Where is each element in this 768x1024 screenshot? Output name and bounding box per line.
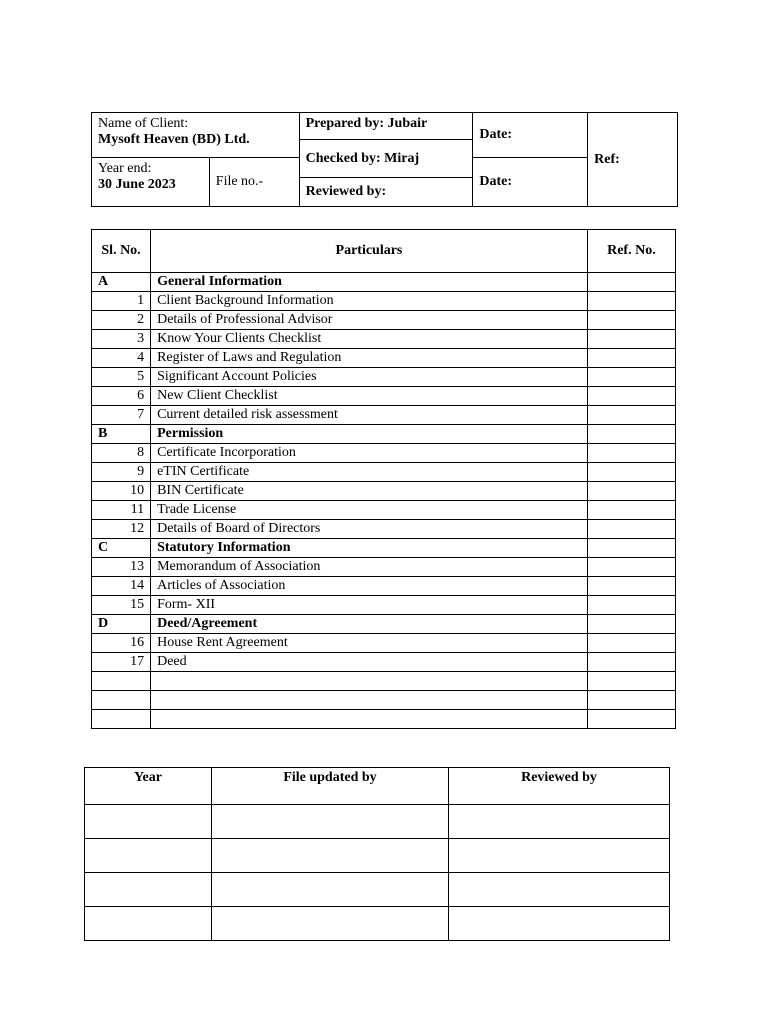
table-row [92, 463, 676, 482]
prepared-by: Prepared by: Jubair [299, 113, 473, 140]
ref-no-cell [587, 406, 675, 425]
table-row [92, 577, 676, 596]
particulars-cell: Current detailed risk assessment [151, 406, 588, 425]
table-row [92, 710, 676, 729]
table-row [92, 634, 676, 653]
ref-no-cell [587, 368, 675, 387]
table-row [92, 691, 676, 710]
year-end-value: 30 June 2023 [98, 177, 176, 192]
sl-no-cell: 3 [92, 330, 151, 349]
table-row [92, 558, 676, 577]
table-row [92, 349, 676, 368]
sl-no-cell: 15 [92, 596, 151, 615]
table-row [92, 292, 676, 311]
reviewed-by: Reviewed by: [299, 178, 473, 207]
sl-no-cell [92, 710, 151, 729]
particulars-cell [151, 691, 588, 710]
particulars-cell: Articles of Association [151, 577, 588, 596]
table-row [92, 387, 676, 406]
file-updated-by-cell [212, 907, 449, 941]
table-row [92, 501, 676, 520]
sl-no-cell: 5 [92, 368, 151, 387]
particulars-cell: General Information [151, 273, 588, 292]
year-end-label: Year end: [98, 161, 152, 176]
ref-no-cell [587, 577, 675, 596]
ref-no-cell [587, 634, 675, 653]
ref-no-cell [587, 501, 675, 520]
ref-no-cell [587, 311, 675, 330]
date-label-reviewed: Date: [473, 158, 588, 207]
ref-no-cell [587, 463, 675, 482]
table-row [92, 672, 676, 691]
reviewed-by-cell [449, 805, 670, 839]
date-label-prepared: Date: [473, 113, 588, 158]
particulars-cell [151, 710, 588, 729]
particulars-cell: Deed/Agreement [151, 615, 588, 634]
reviewed-by-cell [449, 839, 670, 873]
sl-no-cell: 14 [92, 577, 151, 596]
year-end-cell [92, 158, 210, 207]
ref-no-cell [587, 710, 675, 729]
file-no-label: File no.- [209, 158, 299, 207]
sl-no-cell: D [92, 615, 151, 634]
sl-no-cell: 17 [92, 653, 151, 672]
year-cell [85, 839, 212, 873]
sl-no-cell: 1 [92, 292, 151, 311]
table-row [92, 520, 676, 539]
col-year: Year [85, 768, 212, 805]
index-table-body [92, 273, 676, 729]
sl-no-cell [92, 691, 151, 710]
year-cell [85, 907, 212, 941]
ref-no-cell [587, 425, 675, 444]
ref-label: Ref: [588, 113, 678, 207]
particulars-cell: New Client Checklist [151, 387, 588, 406]
section-row [92, 425, 676, 444]
ref-no-cell [587, 444, 675, 463]
particulars-cell: BIN Certificate [151, 482, 588, 501]
table-row [92, 653, 676, 672]
sl-no-cell: 9 [92, 463, 151, 482]
table-row [92, 311, 676, 330]
reviewed-by-cell [449, 907, 670, 941]
particulars-cell: Trade License [151, 501, 588, 520]
col-ref-no: Ref. No. [587, 230, 675, 273]
table-row [92, 482, 676, 501]
section-row [92, 615, 676, 634]
particulars-cell: Client Background Information [151, 292, 588, 311]
table-row [85, 907, 670, 941]
particulars-cell: House Rent Agreement [151, 634, 588, 653]
file-updated-by-cell [212, 873, 449, 907]
particulars-cell: Permission [151, 425, 588, 444]
file-updated-by-cell [212, 839, 449, 873]
ref-no-cell [587, 539, 675, 558]
ref-no-cell [587, 596, 675, 615]
ref-no-cell [587, 330, 675, 349]
col-particulars: Particulars [151, 230, 588, 273]
sl-no-cell: B [92, 425, 151, 444]
reviewed-by-cell [449, 873, 670, 907]
sl-no-cell: A [92, 273, 151, 292]
ref-no-cell [587, 520, 675, 539]
year-cell [85, 805, 212, 839]
year-cell [85, 873, 212, 907]
checked-by: Checked by: Miraj [299, 140, 473, 178]
ref-no-cell [587, 482, 675, 501]
particulars-cell: eTIN Certificate [151, 463, 588, 482]
particulars-cell: Details of Professional Advisor [151, 311, 588, 330]
header-table [91, 112, 678, 207]
particulars-cell [151, 672, 588, 691]
table-row [92, 596, 676, 615]
sl-no-cell: 12 [92, 520, 151, 539]
ref-no-cell [587, 691, 675, 710]
client-name: Mysoft Heaven (BD) Ltd. [98, 132, 250, 147]
sl-no-cell: 2 [92, 311, 151, 330]
table-row [92, 444, 676, 463]
sl-no-cell: C [92, 539, 151, 558]
particulars-cell: Deed [151, 653, 588, 672]
particulars-cell: Statutory Information [151, 539, 588, 558]
col-reviewed-by: Reviewed by [449, 768, 670, 805]
index-table [91, 229, 676, 729]
ref-no-cell [587, 615, 675, 634]
ref-no-cell [587, 387, 675, 406]
sl-no-cell [92, 672, 151, 691]
ref-no-cell [587, 273, 675, 292]
particulars-cell: Know Your Clients Checklist [151, 330, 588, 349]
sl-no-cell: 13 [92, 558, 151, 577]
table-row [92, 330, 676, 349]
sl-no-cell: 8 [92, 444, 151, 463]
particulars-cell: Certificate Incorporation [151, 444, 588, 463]
col-file-updated-by: File updated by [212, 768, 449, 805]
section-row [92, 539, 676, 558]
ref-no-cell [587, 653, 675, 672]
client-cell [92, 113, 300, 158]
sl-no-cell: 6 [92, 387, 151, 406]
sl-no-cell: 10 [92, 482, 151, 501]
table-row [92, 368, 676, 387]
ref-no-cell [587, 558, 675, 577]
table-row [85, 805, 670, 839]
col-sl-no: Sl. No. [92, 230, 151, 273]
file-updated-by-cell [212, 805, 449, 839]
particulars-cell: Details of Board of Directors [151, 520, 588, 539]
table-row [85, 839, 670, 873]
update-table-body [85, 805, 670, 941]
particulars-cell: Significant Account Policies [151, 368, 588, 387]
client-label: Name of Client: [98, 116, 189, 131]
section-row [92, 273, 676, 292]
sl-no-cell: 11 [92, 501, 151, 520]
table-row [85, 873, 670, 907]
ref-no-cell [587, 292, 675, 311]
ref-no-cell [587, 349, 675, 368]
particulars-cell: Memorandum of Association [151, 558, 588, 577]
sl-no-cell: 16 [92, 634, 151, 653]
sl-no-cell: 7 [92, 406, 151, 425]
particulars-cell: Form- XII [151, 596, 588, 615]
update-history-table [84, 767, 670, 941]
ref-no-cell [587, 672, 675, 691]
particulars-cell: Register of Laws and Regulation [151, 349, 588, 368]
sl-no-cell: 4 [92, 349, 151, 368]
table-row [92, 406, 676, 425]
